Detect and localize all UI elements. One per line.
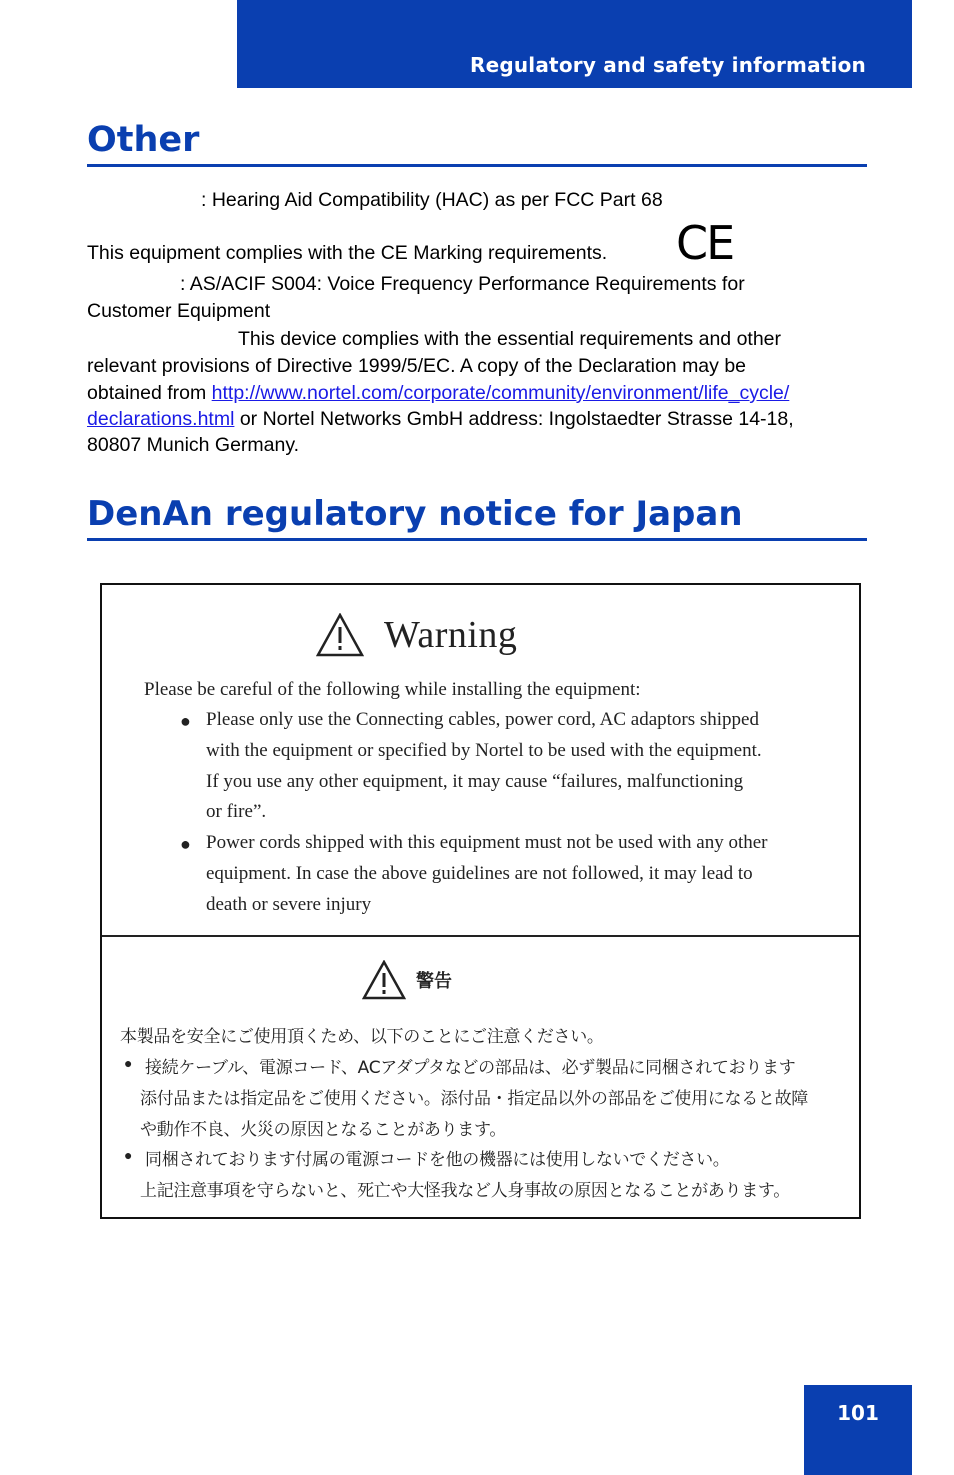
warning-bullet1-line: or fire”. [206, 801, 267, 822]
warning-bullet2-line: equipment. In case the above guidelines are not followed, it may lead to [206, 863, 753, 884]
notice-divider [102, 935, 859, 937]
header-bar [237, 0, 912, 88]
warning-bullet2-line: Power cords shipped with this equipment must not be used with any other [206, 832, 768, 853]
bullet-icon: ● [180, 711, 191, 731]
section-rule [87, 164, 867, 167]
jp-warning-header [362, 960, 452, 1000]
warning-bullet1-line: with the equipment or specified by Nortel to be used with the equipment. [206, 740, 762, 761]
jp-intro: 本製品を安全にご使用頂くため、以下のことにご注意ください。 [120, 1027, 604, 1047]
header-title: Regulatory and safety information [469, 53, 866, 77]
hac-text: : Hearing Aid Compatibility (HAC) as per FCC Part 68 [201, 189, 663, 211]
warning-triangle-icon [362, 960, 406, 1000]
declaration-line4-text: or Nortel Networks GmbH address: Ingolstaedter Strasse 14-18, [234, 408, 794, 430]
declaration-link-cont[interactable]: declarations.html [87, 408, 235, 430]
as-text-line1: : AS/ACIF S004: Voice Frequency Performance Requirements for [180, 273, 745, 295]
jp-bullet1-line: や動作不良、火災の原因となることがあります。 [140, 1120, 507, 1140]
jp-warning-title: 警告 [416, 971, 452, 992]
declaration-link[interactable]: http://www.nortel.com/corporate/community/environment/life_cycle/ [211, 382, 790, 404]
warning-bullet2-line: death or severe injury [206, 894, 372, 915]
jp-bullet2-line: 同梱されております付属の電源コードを他の機器には使用しないでください。 [145, 1150, 730, 1170]
warning-title: Warning [384, 614, 518, 656]
section-title-denan: DenAn regulatory notice for Japan [87, 494, 743, 534]
warning-notice-image [100, 583, 861, 1219]
section-rule [87, 538, 867, 541]
warning-intro: Please be careful of the following while installing the equipment: [144, 679, 641, 700]
ce-mark-icon: CE [676, 216, 734, 270]
declaration-line3-text: obtained from [87, 382, 212, 404]
as-text-line2: Customer Equipment [87, 300, 271, 322]
ce-text: This equipment complies with the CE Marking requirements. [87, 242, 608, 264]
jp-bullet1-line: 添付品または指定品をご使用ください。添付品・指定品以外の部品をご使用になると故障 [140, 1089, 808, 1109]
warning-header [316, 613, 517, 657]
warning-triangle-icon [316, 613, 364, 657]
page-number: 101 [837, 1401, 879, 1425]
jp-bullet1-line: 接続ケーブル、電源コード、ACアダプタなどの部品は、必ず製品に同梱されております [145, 1058, 796, 1078]
bullet-icon: ● [124, 1057, 133, 1072]
page-number-box [804, 1385, 912, 1475]
declaration-line3 [87, 380, 789, 406]
warning-bullet1-line: Please only use the Connecting cables, power cord, AC adaptors shipped [206, 709, 759, 730]
declaration-line5: 80807 Munich Germany. [87, 434, 300, 456]
declaration-line4 [87, 406, 794, 432]
bullet-icon: ● [124, 1149, 133, 1164]
declaration-line1: This device complies with the essential requirements and other [238, 328, 782, 350]
bullet-icon: ● [180, 834, 191, 854]
section-title-other: Other [87, 120, 200, 160]
warning-bullet1-line: If you use any other equipment, it may cause “failures, malfunctioning [206, 771, 744, 792]
jp-bullet2-line: 上記注意事項を守らないと、死亡や大怪我など人身事故の原因となることがあります。 [140, 1181, 790, 1201]
declaration-line2: relevant provisions of Directive 1999/5/EC. A copy of the Declaration may be [87, 355, 747, 377]
